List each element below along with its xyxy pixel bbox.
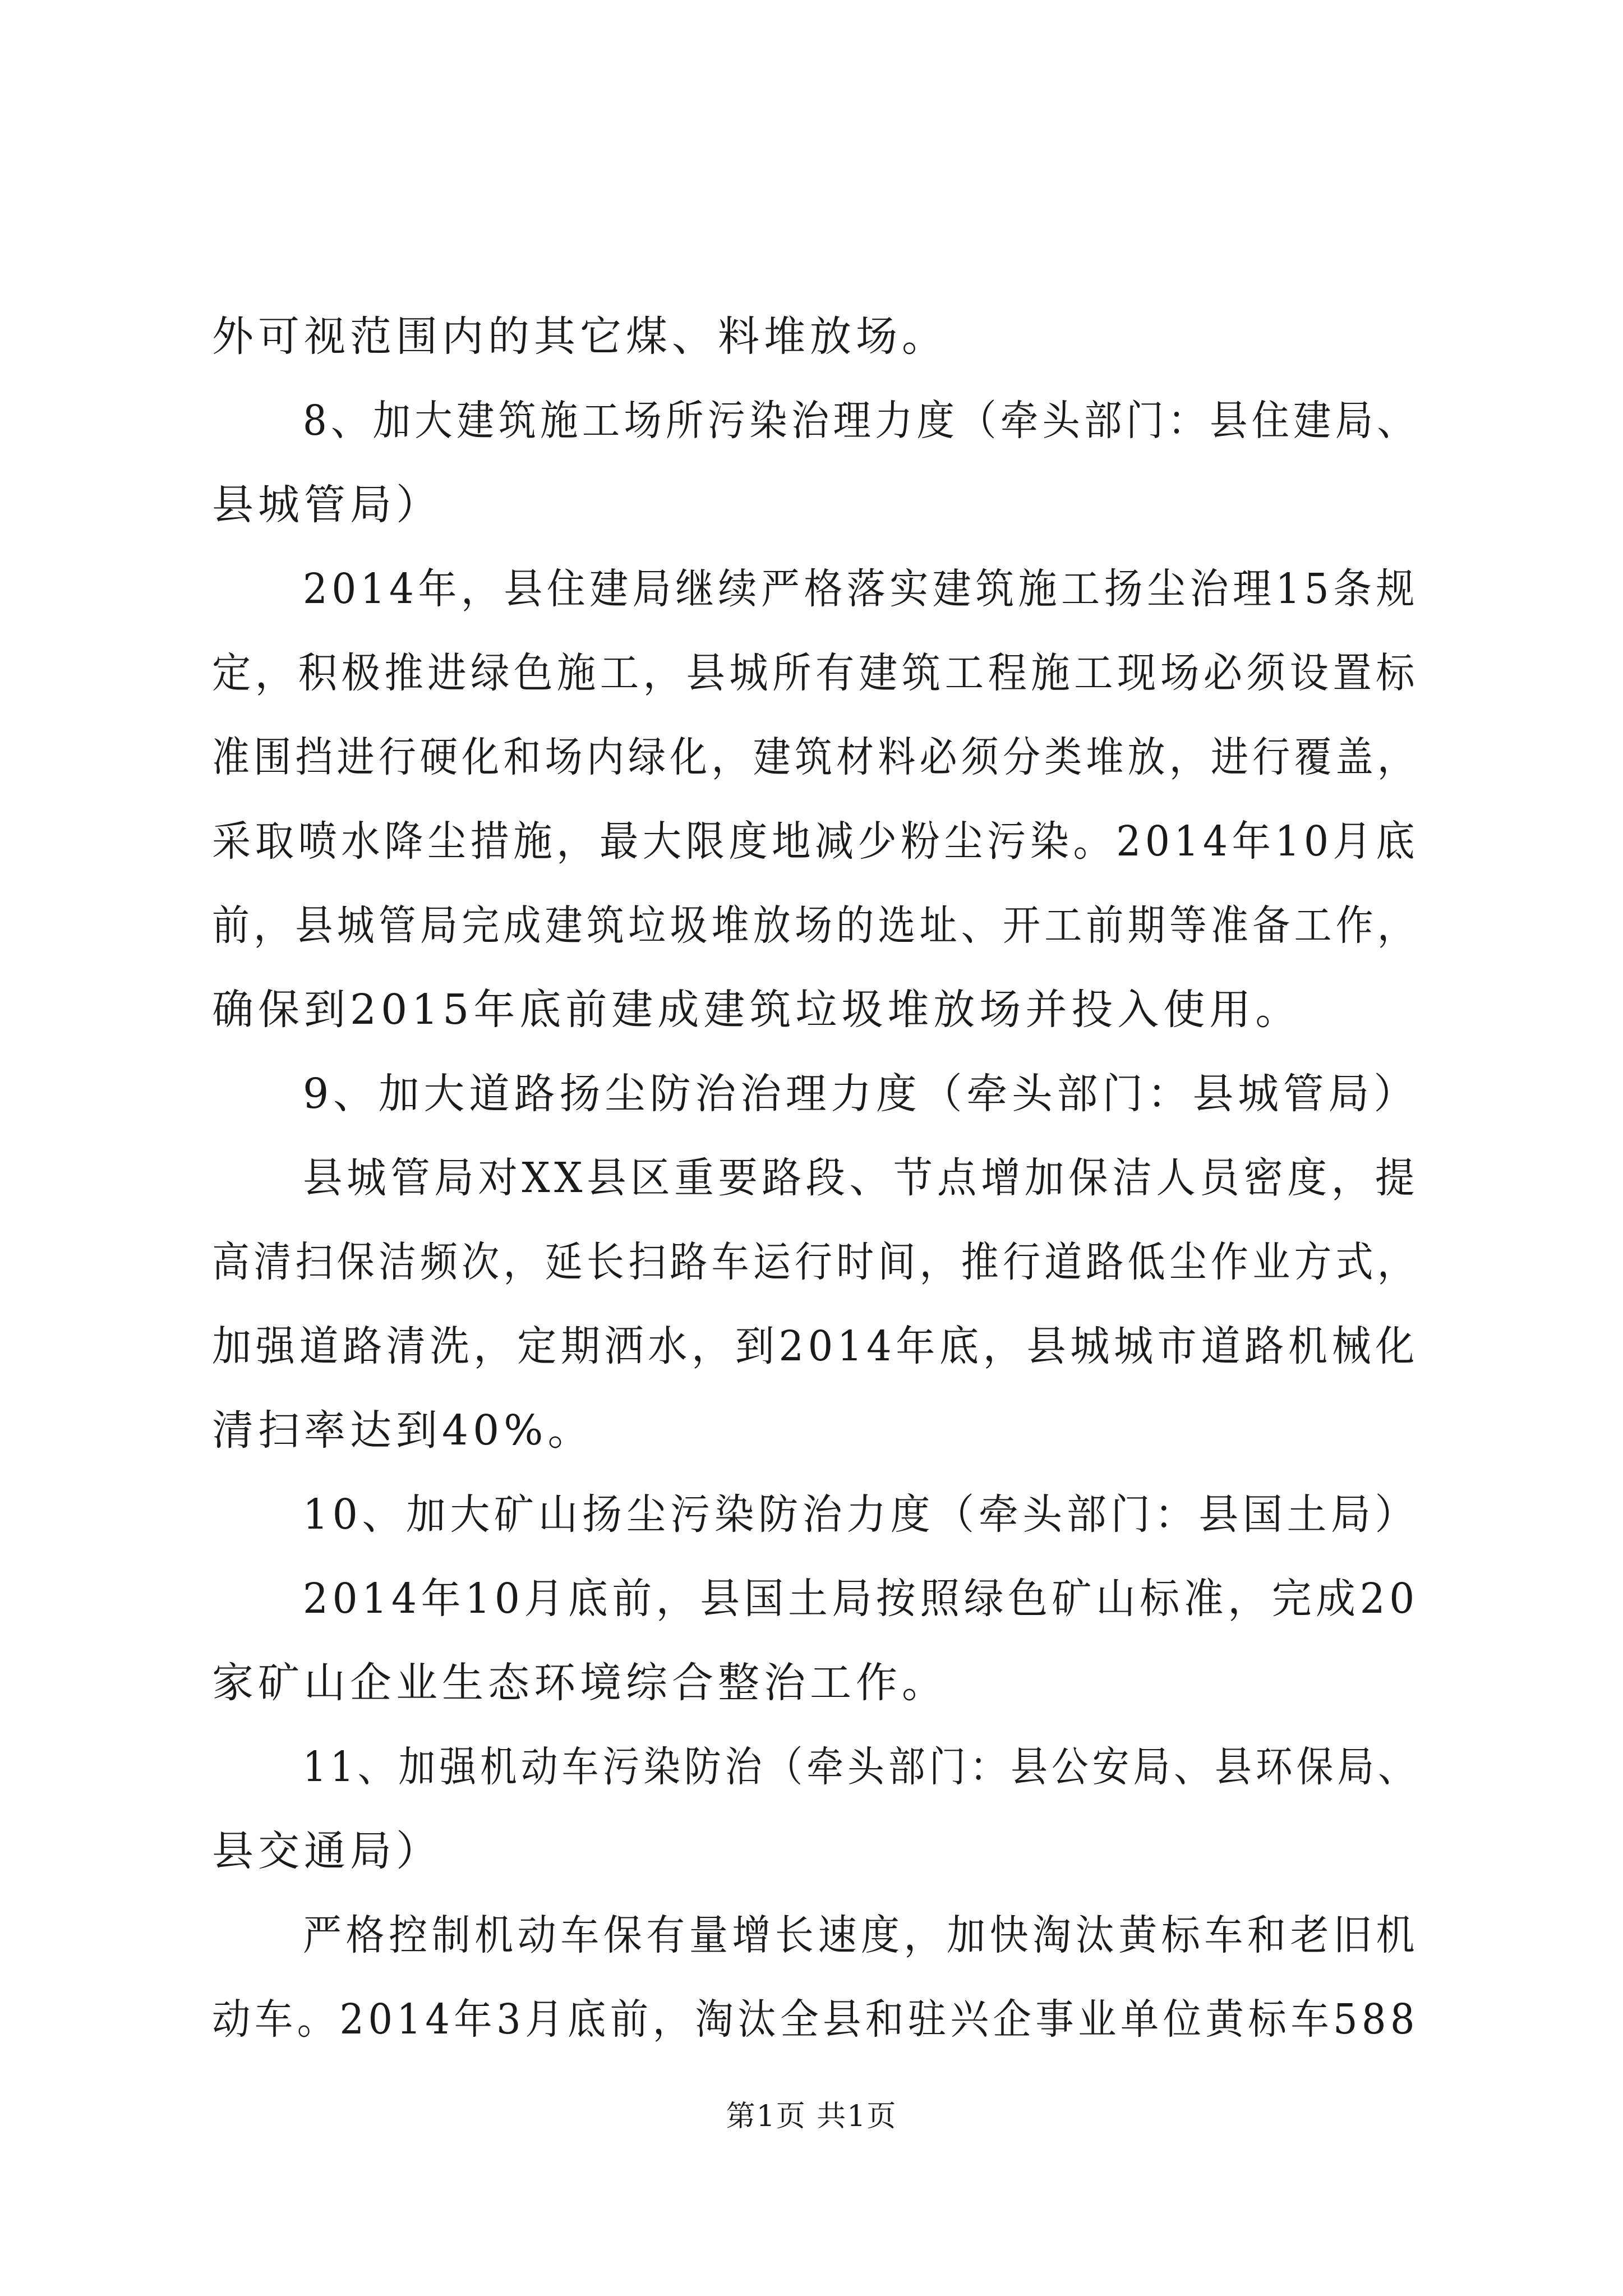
- text-line: [0, 1400, 1623, 1461]
- text-line: [0, 1231, 1623, 1293]
- text-line: [0, 642, 1623, 704]
- line-text: 高清扫保洁频次，延长扫路车运行时间，推行道路低尘作业方式，: [212, 1238, 1419, 1286]
- text-line: [0, 1652, 1623, 1714]
- text-line: [0, 726, 1623, 788]
- section-heading: 11、加强机动车污染防治（牵头部门：县公安局、县环保局、: [303, 1743, 1419, 1791]
- text-line: [0, 390, 1623, 452]
- text-line: [0, 474, 1623, 536]
- text-line: [0, 979, 1623, 1041]
- line-text: 2014年，县住建局继续严格落实建筑施工扬尘治理15条规: [303, 565, 1419, 613]
- section-heading: 10、加大矿山扬尘污染防治力度（牵头部门：县国土局）: [303, 1490, 1419, 1539]
- text-line: [0, 1063, 1623, 1125]
- line-text: 确保到2015年底前建成建筑垃圾堆放场并投入使用。: [212, 986, 1302, 1034]
- text-line: [0, 811, 1623, 872]
- text-line: [0, 1904, 1623, 1966]
- line-text: 动车。2014年3月底前，淘汰全县和驻兴企事业单位黄标车588: [212, 1995, 1419, 2044]
- text-line: [0, 1820, 1623, 1882]
- text-line: [0, 1315, 1623, 1377]
- section-heading: 9、加大道路扬尘防治治理力度（牵头部门：县城管局）: [303, 1070, 1419, 1118]
- line-text: 家矿山企业生态环境综合整治工作。: [212, 1659, 948, 1707]
- text-line: [0, 895, 1623, 956]
- line-text: 定，积极推进绿色施工，县城所有建筑工程施工现场必须设置标: [212, 649, 1419, 697]
- section-heading: 8、加大建筑施工场所污染治理力度（牵头部门：县住建局、: [303, 397, 1419, 445]
- text-line: [0, 306, 1623, 367]
- line-text: 采取喷水降尘措施，最大限度地减少粉尘污染。2014年10月底: [212, 817, 1419, 866]
- section-heading-cont: 县城管局）: [212, 481, 442, 529]
- text-line: [0, 1568, 1623, 1630]
- line-text: 县城管局对XX县区重要路段、节点增加保洁人员密度，提: [303, 1154, 1419, 1202]
- line-text: 准围挡进行硬化和场内绿化，建筑材料必须分类堆放，进行覆盖，: [212, 733, 1419, 781]
- text-line: [0, 1989, 1623, 2050]
- text-line: [0, 1736, 1623, 1798]
- section-heading-cont: 县交通局）: [212, 1827, 442, 1875]
- text-line: [0, 1147, 1623, 1209]
- line-text: 加强道路清洗，定期洒水，到2014年底，县城城市道路机械化: [212, 1322, 1419, 1370]
- line-text: 2014年10月底前，县国土局按照绿色矿山标准，完成20: [303, 1575, 1419, 1623]
- text-line: [0, 558, 1623, 620]
- line-text: 前，县城管局完成建筑垃圾堆放场的选址、开工前期等准备工作，: [212, 901, 1419, 950]
- line-text: 清扫率达到40%。: [212, 1406, 594, 1455]
- line-text: 严格控制机动车保有量增长速度，加快淘汰黄标车和老旧机: [303, 1911, 1419, 1959]
- line-text: 外可视范围内的其它煤、料堆放场。: [212, 312, 948, 361]
- page-footer: 第1页 共1页: [726, 2100, 897, 2133]
- text-line: [0, 1484, 1623, 1545]
